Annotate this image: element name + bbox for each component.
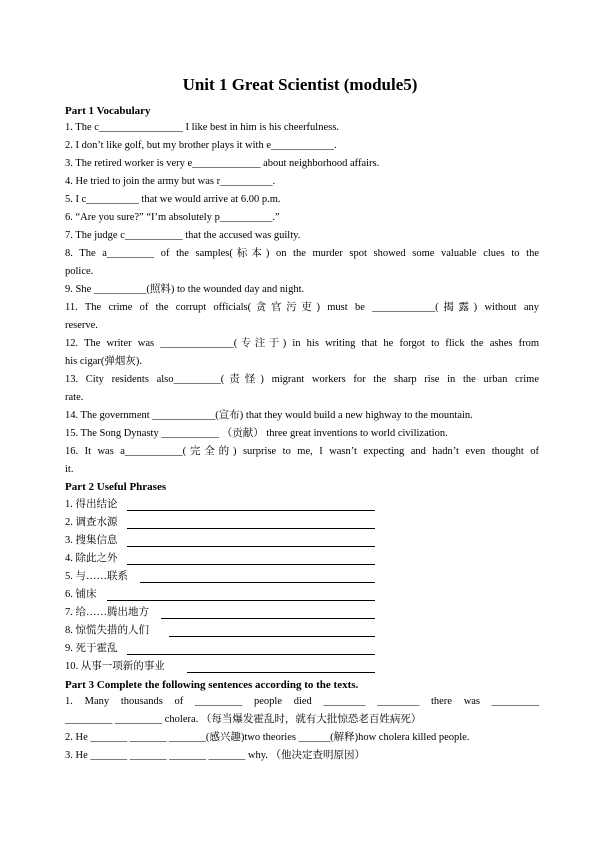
- vocab-item: 2. I don’t like golf, but my brother plays it with e____________.: [65, 140, 337, 151]
- sentence-item: 3. He _______ _______ _______ _______ why. （他决定查明原因）: [65, 750, 366, 761]
- vocab-item: 14. The government ____________(宣布) that they would build a new highway to the mountain.: [65, 410, 473, 421]
- vocab-item: 9. She __________(照料) to the wounded day and night.: [65, 284, 305, 295]
- phrase-label: 7. 给……腾出地方: [65, 607, 149, 618]
- phrase-item: [65, 568, 375, 586]
- phrase-label: 8. 惊慌失措的人们: [65, 625, 149, 636]
- phrase-label: 2. 调查水源: [65, 517, 118, 528]
- answer-line[interactable]: [187, 672, 375, 673]
- phrase-label: 6. 铺床: [65, 589, 97, 600]
- answer-line[interactable]: [169, 636, 375, 637]
- vocab-item: 13. City residents also_________(责怪) migrant workers for the sharp rise in the urban crime: [65, 374, 539, 385]
- vocab-item: 6. “Are you sure?” “I’m absolutely p__________.”: [65, 212, 280, 223]
- phrase-item: [65, 514, 375, 532]
- vocab-item-continued: it.: [65, 464, 74, 475]
- phrase-item: [65, 496, 375, 514]
- answer-line[interactable]: [127, 564, 375, 565]
- answer-line[interactable]: [127, 510, 375, 511]
- phrase-label: 5. 与……联系: [65, 571, 128, 582]
- sentence-item: 2. He _______ _______ _______(感兴趣)two theories ______(解释)how cholera killed people.: [65, 732, 470, 743]
- answer-line[interactable]: [107, 600, 375, 601]
- page-title: Unit 1 Great Scientist (module5): [182, 75, 418, 94]
- sentence-item-continued: _________ _________ cholera. （每当爆发霍乱时，就有大批惊恐老百姓病死）: [65, 714, 422, 725]
- answer-line[interactable]: [161, 618, 375, 619]
- answer-line[interactable]: [127, 546, 375, 547]
- answer-line[interactable]: [140, 582, 375, 583]
- part2-heading: Part 2 Useful Phrases: [65, 481, 167, 493]
- answer-line[interactable]: [127, 654, 375, 655]
- phrase-item: [65, 658, 375, 676]
- vocab-item: 8. The a_________ of the samples(标本) on the murder spot showed some valuable clues to the: [65, 248, 539, 259]
- part3-heading: Part 3 Complete the following sentences according to the texts.: [65, 679, 359, 691]
- vocab-item: 12. The writer was ______________(专注于) in his writing that he forgot to flick the ashes from: [65, 338, 539, 349]
- sentence-item: 1. Many thousands of _________ people died ________ ________ there was _________: [65, 696, 539, 707]
- answer-line[interactable]: [127, 528, 375, 529]
- vocab-item: 4. He tried to join the army but was r__________.: [65, 176, 276, 187]
- phrase-label: 1. 得出结论: [65, 499, 118, 510]
- phrase-label: 4. 除此之外: [65, 553, 118, 564]
- vocab-item: 15. The Song Dynasty ___________ （贡献） three great inventions to world civilization.: [65, 428, 448, 439]
- vocab-item: 16. It was a___________(完全的) surprise to me, I wasn’t expecting and hadn’t even thought of: [65, 446, 539, 457]
- phrase-item: [65, 532, 375, 550]
- vocab-item-continued: his cigar(弹烟灰).: [65, 356, 142, 367]
- phrase-label: 9. 死于霍乱: [65, 643, 118, 654]
- part1-heading: Part 1 Vocabulary: [65, 105, 151, 117]
- vocab-item: 3. The retired worker is very e_____________ about neighborhood affairs.: [65, 158, 380, 169]
- vocab-item: 5. I c__________ that we would arrive at 6.00 p.m.: [65, 194, 281, 205]
- vocab-item-continued: reserve.: [65, 320, 98, 331]
- phrase-label: 10. 从事一项新的事业: [65, 661, 165, 672]
- phrase-item: [65, 640, 375, 658]
- vocab-item: 7. The judge c___________ that the accused was guilty.: [65, 230, 301, 241]
- phrase-item: [65, 550, 375, 568]
- phrase-item: [65, 622, 375, 640]
- phrase-item: [65, 586, 375, 604]
- phrase-item: [65, 604, 375, 622]
- vocab-item-continued: rate.: [65, 392, 84, 403]
- vocab-item: 11. The crime of the corrupt officials(贪官污吏) must be ____________(揭露) without any: [65, 302, 539, 313]
- vocab-item: 1. The c________________ I like best in him is his cheerfulness.: [65, 122, 339, 133]
- phrase-label: 3. 搜集信息: [65, 535, 118, 546]
- vocab-item-continued: police.: [65, 266, 94, 277]
